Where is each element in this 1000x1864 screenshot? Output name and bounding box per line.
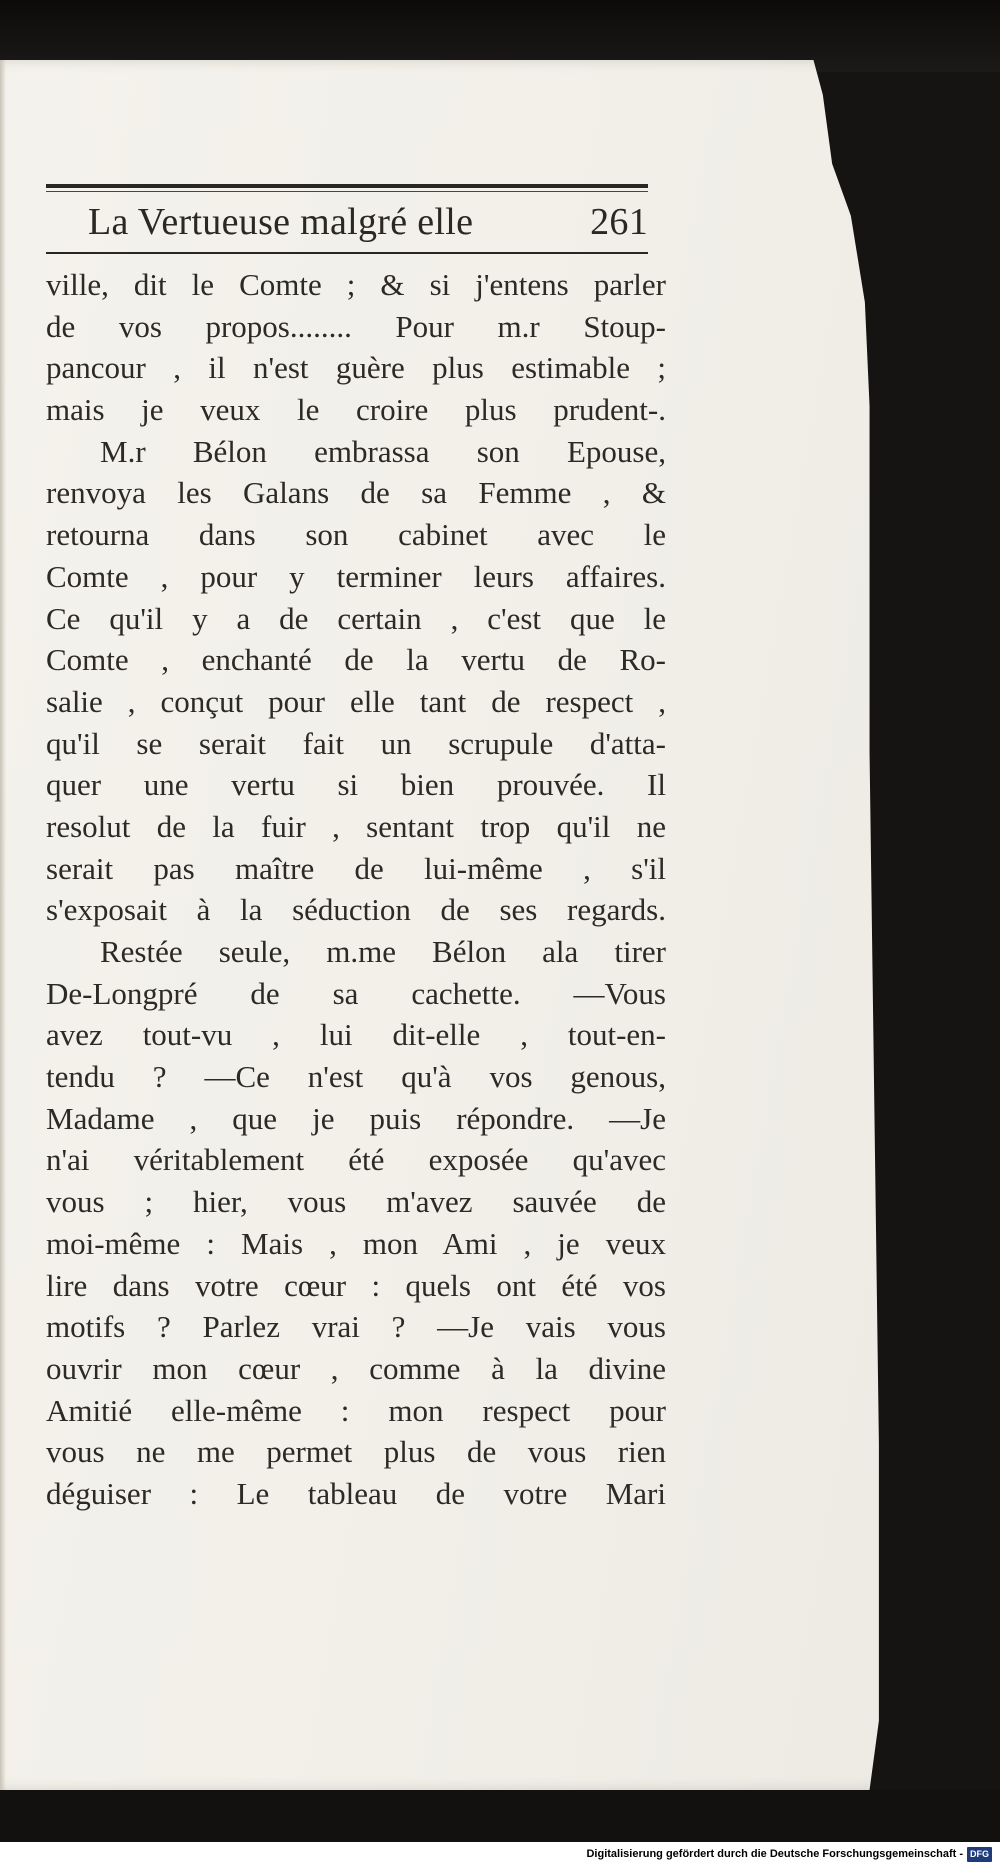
text-line: Comte , enchanté de la vertu de Ro-: [46, 642, 666, 678]
digitization-credit: [580, 1844, 992, 1864]
text-line: s'exposait à la séduction de ses regards.: [46, 892, 666, 928]
text-line: Comte , pour y terminer leurs affaires.: [46, 558, 666, 594]
header-rule-top-thin: [46, 191, 648, 192]
text-line: De-Longpré de sa cachette. —Vous: [46, 975, 666, 1011]
text-line: tendu ? —Ce n'est qu'à vos genous,: [46, 1059, 666, 1095]
text-line: ouvrir mon cœur , comme à la divine: [46, 1350, 666, 1386]
scan-background-bottom: [0, 1790, 1000, 1842]
text-line: ville, dit le Comte ; & si j'entens parler: [46, 267, 666, 302]
text-line: resolut de la fuir , sentant trop qu'il ne: [46, 808, 666, 844]
text-line: n'ai véritablement été exposée qu'avec: [46, 1142, 666, 1178]
text-line: mais je veux le croire plus prudent-.: [46, 392, 666, 428]
text-line: motifs ? Parlez vrai ? —Je vais vous: [46, 1309, 666, 1345]
text-line: Amitié elle-même : mon respect pour: [46, 1392, 666, 1428]
text-line: Madame , que je puis répondre. —Je: [46, 1100, 666, 1136]
page-number: 261: [590, 201, 648, 243]
text-line: Restée seule, m.me Bélon ala tirer: [100, 934, 666, 969]
text-line: qu'il se serait fait un scrupule d'atta-: [46, 725, 666, 761]
header-rule-top: [46, 184, 648, 188]
body-text: [46, 264, 666, 1515]
text-line: salie , conçut pour elle tant de respect ,: [46, 683, 666, 719]
page-edge-shadow: [0, 60, 6, 1790]
running-title: La Vertueuse malgré elle: [88, 201, 474, 243]
text-line: renvoya les Galans de sa Femme , &: [46, 475, 666, 511]
text-line: déguiser : Le tableau de votre Mari: [46, 1475, 666, 1511]
text-line: avez tout-vu , lui dit-elle , tout-en-: [46, 1017, 666, 1053]
text-line: de vos propos........ Pour m.r Stoup-: [46, 308, 666, 344]
text-line: vous ; hier, vous m'avez sauvée de: [46, 1184, 666, 1220]
text-line: quer une vertu si bien prouvée. Il: [46, 767, 666, 803]
text-line: pancour , il n'est guère plus estimable ;: [46, 350, 666, 386]
text-line: Ce qu'il y a de certain , c'est que le: [46, 600, 666, 636]
dfg-logo-icon: DFG: [967, 1847, 992, 1862]
text-line: moi-même : Mais , mon Ami , je veux: [46, 1225, 666, 1261]
text-line: M.r Bélon embrassa son Epouse,: [100, 433, 666, 469]
header-rule-bottom: [46, 252, 648, 254]
running-head: [88, 196, 648, 250]
text-line: vous ne me permet plus de vous rien: [46, 1434, 666, 1470]
text-line: retourna dans son cabinet avec le: [46, 517, 666, 553]
text-line: serait pas maître de lui-même , s'il: [46, 850, 666, 886]
credit-text: Digitalisierung gefördert durch die Deutsche Forschungsgemeinschaft -: [586, 1848, 963, 1860]
text-line: lire dans votre cœur : quels ont été vos: [46, 1267, 666, 1303]
